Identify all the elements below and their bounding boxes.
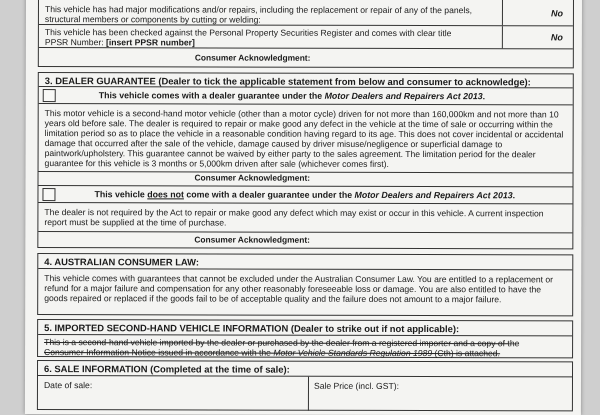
sale-price-label: Sale Price (incl. GST): [313,380,400,391]
vehicle-checks-box [38,0,574,68]
sale-price-field[interactable] [308,377,572,412]
consumer-law-body: This vehicle comes with guarantees that cannot be excluded under the Australian Consumer Law. You are entitled to a replacement or refund for a major failure and compensation for any other reasonably foreseeable loss or damage. You are also entitled to have the goods repaired or replaced if the goods fail to be of acceptable quality and the failure does not amount to a major failure. [44,273,554,305]
date-of-sale-field[interactable] [38,376,309,411]
sale-info-section [37,360,573,411]
modifications-answer: No [550,8,563,19]
section3-heading: 3. DEALER GUARANTEE (Dealer to tick the applicable statement from below and consumer to acknowledge): [44,75,531,88]
consumer-ack-label: Consumer Acknowledgment: [194,52,311,63]
ppsr-row [39,25,573,49]
ppsr-answer: No [550,32,563,43]
section4-heading: 4. AUSTRALIAN CONSUMER LAW: [44,256,200,268]
modifications-row [39,0,573,26]
guarantee-option-1: This vehicle comes with a dealer guarantee under the Motor Dealers and Repairers Act 2013. [39,87,573,105]
ppsr-text: This vehicle has been checked against the Personal Property Securities Register and comes with clear title PPSR Number: [insert PPSR number] [44,27,452,48]
guarantee-option-2: This vehicle does not come with a dealer guarantee under the Motor Dealers and Repairers Act 2013. [38,186,572,204]
imported-vehicle-body: This is a second-hand vehicle imported by the dealer or purchased by the dealer from a registered importer and a copy of the Consumer Information Notice issued in accordance with the Motor Vehicle Standards Regulation 1989 (Cth) is attached. [44,337,520,359]
section6-heading: 6. SALE INFORMATION (Completed at the time of sale): [44,363,290,375]
ack-row-1: Consumer Acknowledgment: [38,172,572,187]
guarantee-option-2-body: The dealer is not required by the Act to repair or make good any defect which may exist or occur in this vehicle. A current inspection report must be supplied at the time of purchase. [44,207,544,228]
ack-row-top [39,49,573,68]
modifications-text: This vehicle has had major modifications and/or repairs, including the replacement or repair of any of the panels, structural members or components by cutting or welding: [44,4,473,25]
dealer-guarantee-section [37,72,573,249]
section5-heading: 5. IMPORTED SECOND-HAND VEHICLE INFORMATION (Dealer to strike out if not applicable): [44,322,460,335]
ppsr-number-placeholder: [insert PPSR number] [106,37,195,48]
consumer-law-section [37,253,573,316]
guarantee-option-2-checkbox[interactable] [42,188,55,201]
ack-row-2: Consumer Acknowledgment: [194,234,310,245]
guarantee-option-1-body: This motor vehicle is a second-hand motor vehicle (other than a motor cycle) driven for not more than 160,000km and not more than 10 years old before sale. The dealer is required to repair or make good any defect in the vehicle at the time of sale or occurring within the limitation period so as to place the vehicle in a reasonable condition having regard to its age. This does not cover incidental or accidental damage that occurred after the sale of the vehicle, damage caused by driver misuse/negligence or superficial damage to paintwork/upholstery. This guarantee cannot be waived by either party to the sales agreement. The limitation period for the dealer guarantee for this vehicle is 3 months or 5,000km driven after sale (whichever comes first). [44,108,564,169]
date-of-sale-label: Date of sale: [43,380,93,391]
imported-vehicle-section [37,319,573,358]
guarantee-option-1-checkbox[interactable] [43,89,56,102]
document-page [25,0,582,415]
